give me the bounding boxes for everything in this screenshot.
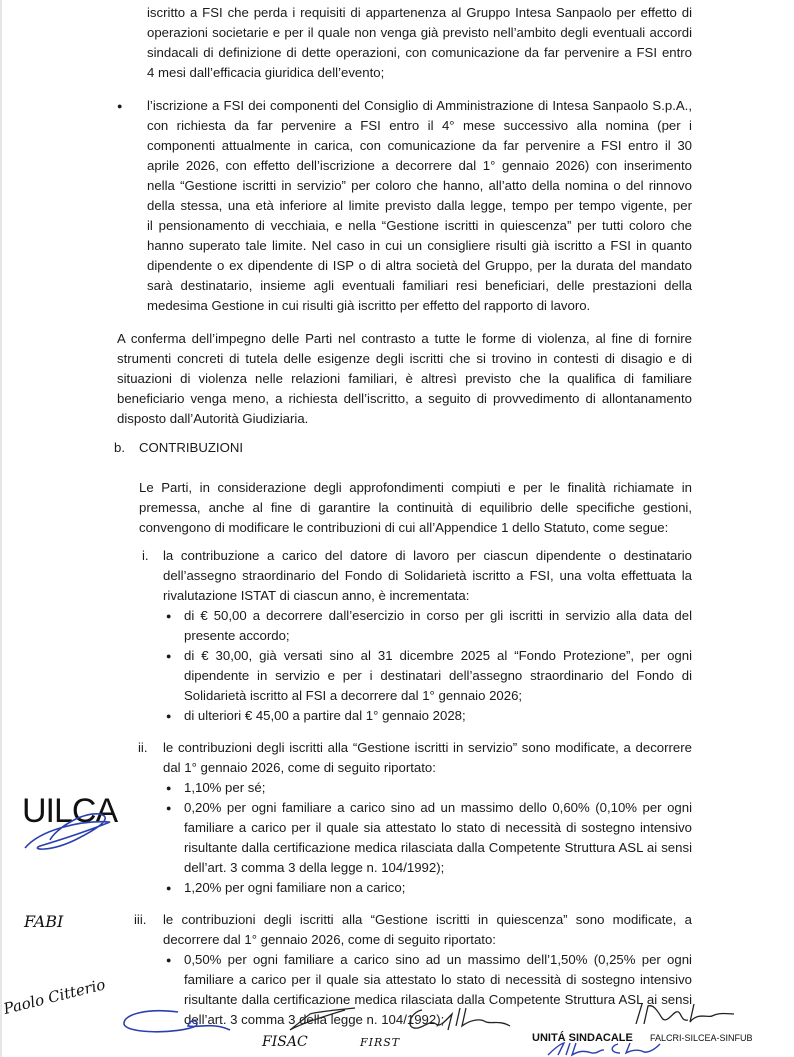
text-line-content: beneficiario venga meno, a richiesta dell’iscritto, a seguito di provvedimento di allontanamento [117,391,692,406]
text-line [184,606,692,626]
unita-sindacale-subtitle: FALCRI-SILCEA-SINFUB [650,1033,753,1043]
text-line [184,818,692,838]
text-line-content: di € 50,00 a decorrere dall’esercizio in corso per gli iscritti in servizio alla data del [184,608,692,623]
text-line-content: Solidarietà iscritto al FSI a decorrere dal 1° gennaio 2026; [184,688,523,703]
text-line [184,646,692,666]
text-line-content: sarà destinatario, insieme agli eventuali familiari resi beneficiari, delle prestazioni della [147,278,692,293]
section-title: CONTRIBUZIONI [139,440,244,455]
text-line-content: hanno superato tale limite. Nel caso in cui un consigliere risulti già iscritto a FSI in quanto [147,238,692,253]
bullet-icon: ● [166,651,172,661]
text-line [147,63,692,83]
text-line [139,498,692,518]
text-line-content: la contribuzione a carico del datore di lavoro per ciascun dipendente o destinatario [163,548,692,563]
text-line [117,329,692,349]
fabi-signature: Paolo Citterio [1,975,108,1018]
text-line-content: disposto dall’Autorità Giudiziaria. [117,411,309,426]
unita-signature-icon [540,1040,680,1057]
text-line [147,236,692,256]
item-marker: i. [142,548,149,563]
list-bullet [184,878,692,898]
text-line-content: il pensionamento di vecchiaia, e nella “Gestione iscritti in quiescenza” per tutti coloro che [147,218,692,233]
text-line [117,349,692,369]
signature-loop-icon [118,1000,248,1040]
text-line [184,686,692,706]
violence-paragraph [117,329,692,429]
text-line-content: presente accordo; [184,628,290,643]
text-line-content: con richiesta da far pervenire a FSI entro il 4° mese successivo alla nomina (per i [147,118,692,133]
text-line [147,256,692,276]
text-line [147,23,692,43]
text-line-content: sindacali di definizione di dette operazioni, con comunicazione da far pervenire a FSI entro [147,45,692,60]
text-line [147,156,692,176]
list-bullet [184,778,692,798]
text-line-content: dipendente in servizio e per i destinatari dell’assegno straordinario del Fondo di [184,668,692,683]
text-line [117,369,692,389]
text-line-content: di ulteriori € 45,00 a partire dal 1° gennaio 2028; [184,708,466,723]
text-line [147,116,692,136]
text-line [117,409,692,429]
text-line-content: 1,10% per sé; [184,780,266,795]
text-line-content: risultante dalla certificazione medica rilasciata dalla Competente Struttura ASL ai sensi [184,840,692,855]
text-line-content: dipendente o ex dipendente di ISP o di altra società del Gruppo, per la durata del mandato [147,258,692,273]
text-line-content: di € 30,00, già versati sino al 31 dicembre 2025 al “Fondo Protezione”, per ogni [184,648,692,663]
text-line [184,666,692,686]
text-line [139,478,692,498]
fisac-label: FISAC [262,1034,308,1050]
first-signature-icon [400,1002,530,1034]
text-line [139,518,692,538]
text-line-content: familiare a carico per il quale sia attestato lo stato di necessità di sostegno intensivo [184,820,692,835]
bullet-icon: ● [166,783,172,793]
text-line-content: dell’art. 3 comma 3 della legge n. 104/1992); [184,1012,445,1027]
text-line-content: dell’art. 3 comma 3 della legge n. 104/1992); [184,860,445,875]
bullet-icon: ● [166,883,172,893]
text-line [147,276,692,296]
section-b-intro [139,478,692,538]
text-line [163,566,692,586]
text-line-content: risultante dalla certificazione medica rilasciata dalla Competente Struttura ASL ai sensi [184,992,692,1007]
fisac-signature-icon [285,1000,365,1034]
list-item-i [163,546,692,606]
text-line-content: familiare a carico per il quale sia attestato lo stato di necessità di sostegno intensivo [184,972,692,987]
first-label: FIRST [360,1036,401,1049]
text-line [163,586,692,606]
text-line [147,296,692,316]
text-line [163,910,692,930]
text-line [147,3,692,23]
bullet-icon: ● [166,611,172,621]
text-line-content: operazioni societarie e per il quale non venga già previsto nell’ambito degli eventuali accordi [147,25,692,40]
right-signature-icon [628,1000,738,1030]
uilca-signature-icon [20,800,130,860]
text-line-content: convengono di modificare le contribuzioni di cui all’Appendice 1 dello Statuto, come segue: [139,520,669,535]
text-line [147,96,692,116]
text-line [184,706,692,726]
text-line-content: della stessa, una età inferiore al limite previsto dalla legge, tempo per tempo vigente, per [147,198,692,213]
text-line-content: aprile 2026, con effetto dell’iscrizione a decorrere dal 1° gennaio 2026) con inserimento [147,158,692,173]
text-line-content: Le Parti, in considerazione degli approfondimenti compiuti e per le finalità richiamate in [139,480,692,495]
text-line-content: le contribuzioni degli iscritti alla “Gestione iscritti in servizio” sono modificate, a decorrere [163,740,692,755]
text-line [184,778,692,798]
bullet-icon: ● [166,803,172,813]
text-line-content: le contribuzioni degli iscritti alla “Gestione iscritti in quiescenza” sono modificate, a [163,912,692,927]
item-marker: ii. [138,740,148,755]
bullet-board-members [147,96,692,316]
text-line-content: dell’assegno straordinario del Fondo di Solidarietà iscritto a FSI, una volta effettuata la [163,568,692,583]
unita-sindacale-stamp: UNITÁ SINDACALE [532,1032,633,1044]
text-line [184,798,692,818]
bullet-icon: ● [166,955,172,965]
list-bullet [184,706,692,726]
text-line [163,758,692,778]
text-line [147,216,692,236]
list-bullet [184,798,692,878]
text-line-content: 0,50% per ogni familiare a carico sino ad un massimo dell’1,50% (0,25% per ogni [184,952,692,967]
text-line [184,858,692,878]
text-line-content: componenti attualmente in carica, con comunicazione da far pervenire a FSI entro il 30 [147,138,692,153]
text-line [184,838,692,858]
text-line [163,546,692,566]
text-line [147,43,692,63]
bullet-icon: ● [117,101,123,111]
text-line [184,626,692,646]
item-marker: iii. [134,912,147,927]
text-line-content: 0,20% per ogni familiare a carico sino ad un massimo dello 0,60% (0,10% per ogni [184,800,692,815]
section-b-heading [114,438,414,458]
text-line-content: 4 mesi dall’efficacia giuridica dell’evento; [147,65,385,80]
text-line-content: rivalutazione ISTAT di ciascun anno, è incrementata: [163,588,470,603]
text-line-content: nella “Gestione iscritti in servizio” per coloro che hanno, all’atto della nomina o del rinnovo [147,178,692,193]
text-line-content: 1,20% per ogni familiare non a carico; [184,880,406,895]
text-line [163,930,692,950]
list-bullet [184,606,692,646]
text-line [117,389,692,409]
list-item-iii [163,910,692,950]
text-line-content: decorrere dal 1° gennaio 2026, come di seguito riportato: [163,932,496,947]
text-line-content: situazioni di violenza nelle relazioni familiari, è altresì previsto che la qualifica di familiare [117,371,692,386]
text-line [184,970,692,990]
text-line [147,176,692,196]
list-item-ii [163,738,692,778]
text-line [184,878,692,898]
text-line [163,738,692,758]
text-line-content: medesima Gestione in cui risulti già iscritto per effetto del rapporto di lavoro. [147,298,591,313]
text-line-content: A conferma dell’impegno delle Parti nel contrasto a tutte le forme di violenza, al fine di fornire [117,331,692,346]
bullet-icon: ● [166,711,172,721]
text-line-content: premessa, anche al fine di garantire la continuità di equilibrio delle specifiche gestioni, [139,500,692,515]
text-line [184,950,692,970]
continuation-paragraph [147,3,692,83]
text-line [147,136,692,156]
text-line-content: l’iscrizione a FSI dei componenti del Consiglio di Amministrazione di Intesa Sanpaolo S.p.A., [147,98,692,113]
text-line-content: dal 1° gennaio 2026, come di seguito riportato: [163,760,436,775]
scan-edge [0,0,2,1057]
uilca-stamp: UILCA [22,792,118,830]
section-marker: b. [114,440,125,455]
fabi-label: FABI [24,912,64,931]
text-line [147,196,692,216]
text-line-content: iscritto a FSI che perda i requisiti di appartenenza al Gruppo Intesa Sanpaolo per effetto di [147,5,692,20]
list-bullet [184,646,692,706]
text-line-content: strumenti concreti di tutela delle esigenze degli iscritti che si trovino in contesti di disagio e di [117,351,692,366]
